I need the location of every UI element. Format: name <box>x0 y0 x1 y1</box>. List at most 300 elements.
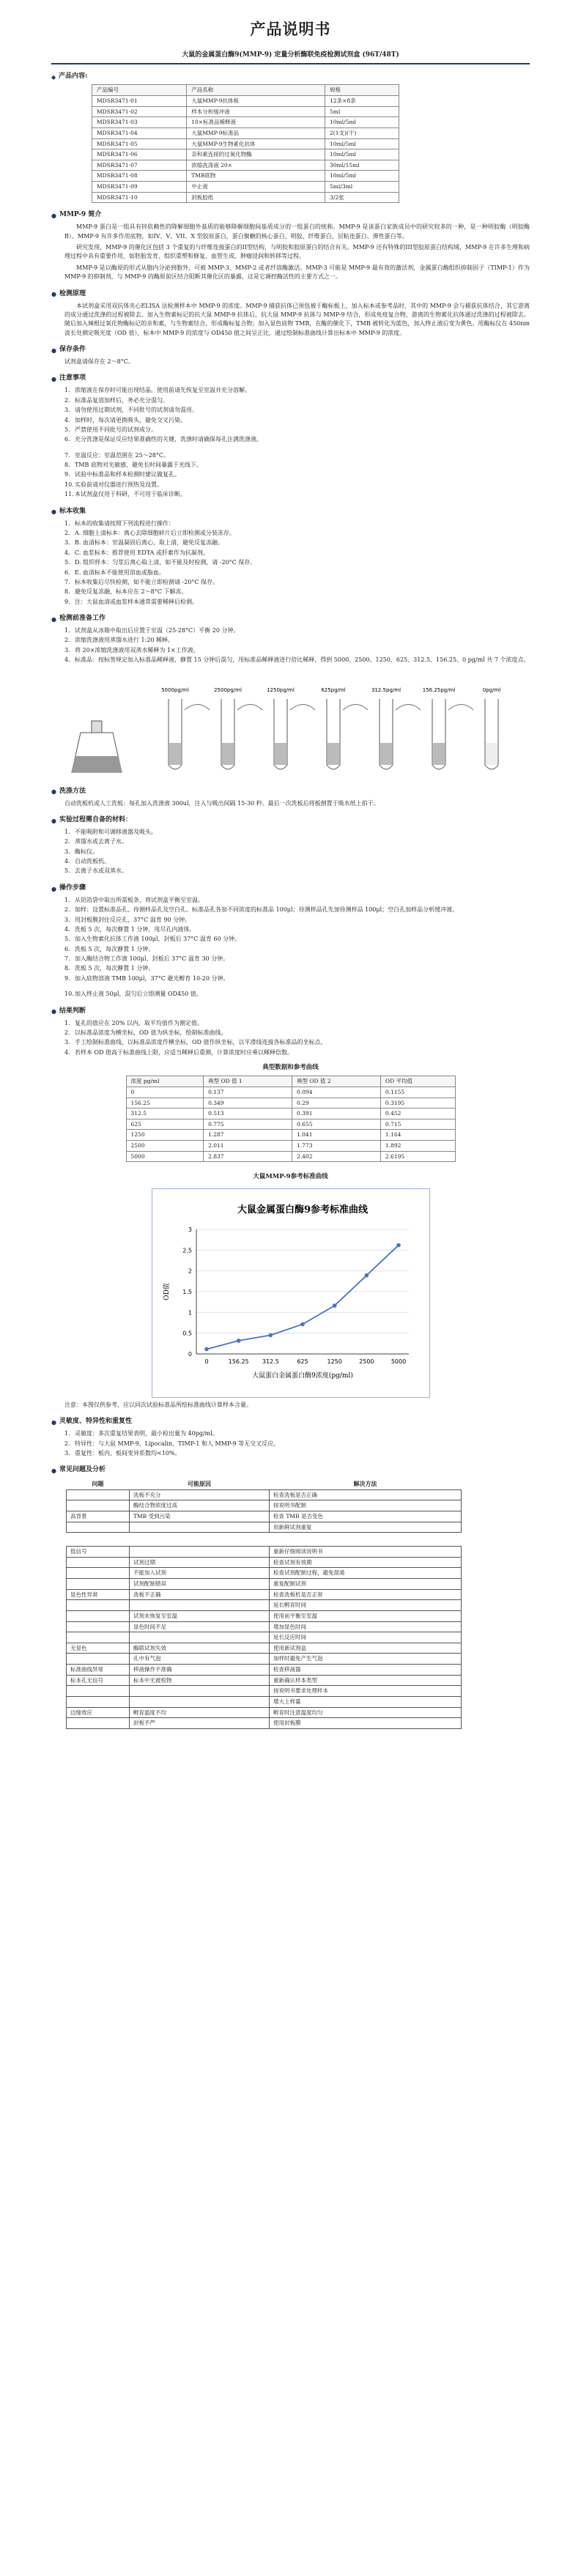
table-cell: 重新确认样本类型 <box>270 1675 462 1686</box>
table-header-cell: 可能原因 <box>188 1480 211 1488</box>
table-cell: 使用新试剂盒 <box>270 1643 462 1654</box>
list-text: 若样本 OD 值高于标准曲线上限，应适当稀释后重测，计算浓度时应乘以稀释倍数。 <box>75 1048 294 1056</box>
bullet-icon: ● <box>51 615 56 623</box>
bullet-icon: ● <box>51 884 56 892</box>
list-number: 1. <box>64 519 70 527</box>
list-item <box>64 1038 530 1047</box>
transfer-arrow-icon <box>396 704 421 710</box>
list-number: 2. <box>64 529 70 536</box>
table-cell: 高背景 <box>67 1511 130 1522</box>
table-cell: 封板胶纸 <box>187 192 325 203</box>
stock-bottle-icon <box>72 721 122 772</box>
list-item <box>64 1048 530 1057</box>
table-row <box>67 1600 462 1611</box>
table-cell: 浓缩洗涤液 20× <box>187 160 325 171</box>
bullet-icon: ● <box>51 1418 56 1426</box>
table-cell: 检查试剂有效期 <box>270 1557 462 1568</box>
transfer-arrow-icon <box>237 704 262 710</box>
list-number: 5. <box>64 426 70 433</box>
table-cell: 5000 <box>126 1151 204 1162</box>
data-point <box>204 1347 209 1351</box>
table-cell: 312.5 <box>126 1109 204 1119</box>
table-row <box>67 1643 462 1654</box>
y-axis-label: OD值 <box>163 1282 171 1300</box>
table-cell: MDSR3471-08 <box>92 171 187 182</box>
principle-text <box>51 302 530 338</box>
table-cell: 2.011 <box>204 1141 292 1152</box>
table-cell: 0.391 <box>292 1109 381 1119</box>
table-cell: 标准曲线异常 <box>67 1665 130 1676</box>
list-text: 标本收集后尽快检测，如不能立即检测请 -20°C 保存。 <box>75 578 219 585</box>
x-tick-label: 312.5 <box>262 1358 279 1365</box>
table-cell <box>130 1632 270 1643</box>
table-row <box>67 1621 462 1632</box>
list-text: B. 血清标本：室温凝固后离心，取上清，避免反复冻融。 <box>75 539 223 547</box>
list-item <box>64 656 530 665</box>
product-subtitle: 大鼠的金属蛋白酶9(MMP-9) 定量分析酶联免疫检测试剂盒 (96T/48T) <box>182 51 399 59</box>
results-heading: ● 结果判断 <box>51 1007 86 1015</box>
table-row <box>92 171 399 182</box>
table-cell: 重复配制试剂 <box>270 1579 462 1590</box>
list-number: 2. <box>64 1440 70 1447</box>
table-cell: 30ml/15ml <box>325 160 399 171</box>
table-cell: 0.715 <box>380 1119 455 1130</box>
table-header-row <box>67 1478 462 1489</box>
data-point <box>332 1303 336 1308</box>
list-item <box>64 636 530 645</box>
table-row <box>92 138 399 149</box>
list-text: 加样：设置标准品孔、待测样品孔及空白孔。标准品孔各加不同浓度的标准品 100μl；待测样品孔先加待测样品 100μl；空白孔加样品分析缓冲液。 <box>75 906 459 914</box>
list-text: 严禁使用不同批号的试剂成分。 <box>75 426 157 433</box>
list-text: 加样时，每次请更换吸头，避免交叉污染。 <box>75 416 186 423</box>
chart-title: 大鼠金属蛋白酶9参考标准曲线 <box>237 1204 368 1215</box>
list-number: 1. <box>64 1430 70 1437</box>
list-text: 洗板 5 次，每次静置 1 分钟。 <box>75 965 155 972</box>
table-row <box>126 1109 455 1119</box>
table-cell: 重新仔细阅读说明书 <box>270 1547 462 1558</box>
trouble-table-1 <box>66 1478 462 1533</box>
table-cell: 0.137 <box>204 1087 292 1098</box>
table-row <box>67 1718 462 1729</box>
table-cell: 延长孵育时间 <box>270 1600 462 1611</box>
list-item <box>64 426 530 434</box>
bullet-icon: ● <box>51 290 56 298</box>
table-cell: 2.402 <box>292 1151 381 1162</box>
list-text: 重复性：板内、板间变异系数均<10%。 <box>75 1450 181 1457</box>
list-text: 充分洗涤是保证反应结果准确性的关键，洗涤时请确保每孔注满洗涤液。 <box>75 436 262 443</box>
list-text: 从铝箔袋中取出所需板条，将试剂盒平衡至室温。 <box>75 896 204 903</box>
wash-heading: ● 洗涤方法 <box>51 787 86 796</box>
transfer-arrow-icon <box>185 704 210 710</box>
table-cell: MDSR3471-09 <box>92 182 187 193</box>
x-tick-label: 0 <box>204 1358 209 1365</box>
list-item <box>64 626 530 635</box>
list-text: 用封板膜封住反应孔，37°C 温育 90 分钟。 <box>75 916 191 923</box>
table-cell <box>67 1686 130 1697</box>
list-item <box>64 935 530 944</box>
table-row <box>92 160 399 171</box>
list-item <box>64 435 530 444</box>
storage-heading: ● 保存条件 <box>51 346 86 354</box>
list-text: 蒸馏水或去离子水。 <box>75 838 127 845</box>
table-cell <box>67 1654 130 1665</box>
table-cell: 0 <box>126 1087 204 1098</box>
list-number: 7. <box>64 955 70 963</box>
table-row <box>92 182 399 193</box>
table-cell: 0.513 <box>204 1109 292 1119</box>
list-number: 9. <box>64 974 70 982</box>
list-text: 洗板 5 次，每次静置 1 分钟，甩尽孔内液体。 <box>75 925 196 933</box>
table-cell: 2(1支)(干) <box>325 127 399 138</box>
trouble-heading: ● 常见问题及分析 <box>51 1466 106 1475</box>
table-cell: 10ml/5ml <box>325 149 399 160</box>
equipment-heading: ● 实验过程需自备的材料： <box>51 815 132 824</box>
title-rule <box>51 63 530 64</box>
list-number: 5. <box>64 867 70 875</box>
list-text: 试验中标准品和样本检测时建议做复孔。 <box>75 471 180 478</box>
list-text: D. 组织样本：匀浆后离心取上清，如不能及时检测，请 -20°C 保存。 <box>75 559 256 566</box>
table-row <box>67 1557 462 1568</box>
list-item <box>64 974 530 983</box>
table-cell <box>67 1718 130 1729</box>
table-cell: 酶联试剂失效 <box>130 1643 270 1654</box>
table-cell: 中止液 <box>187 182 325 193</box>
notes-list <box>51 386 530 499</box>
list-number: 10. <box>64 481 74 488</box>
bullet-icon: ● <box>51 346 56 354</box>
table-cell <box>67 1579 130 1590</box>
table-row <box>67 1632 462 1643</box>
table-cell <box>67 1610 130 1621</box>
table-row <box>92 96 399 107</box>
list-number: 8. <box>64 588 70 596</box>
table-header-cell: 问题 <box>92 1480 104 1488</box>
list-number: 3. <box>64 539 70 547</box>
table-row <box>67 1665 462 1676</box>
list-text: 加入底物溶液 TMB 100μl，37°C 避光孵育 10-20 分钟。 <box>75 974 229 982</box>
list-text: 将 20×浓缩洗涤液用双蒸水稀释为 1×工作液。 <box>75 646 199 654</box>
list-item <box>64 519 530 528</box>
list-number: 4. <box>64 416 70 423</box>
table-cell: 2.837 <box>204 1151 292 1162</box>
bullet-icon: ● <box>51 1007 56 1015</box>
table-cell: 0.775 <box>204 1119 292 1130</box>
trouble-table-2 <box>66 1546 462 1729</box>
table-cell: 延长反应时间 <box>270 1632 462 1643</box>
list-number: 1. <box>64 627 70 634</box>
table-cell: 按说明书要求处理样本 <box>270 1686 462 1697</box>
table-row <box>92 149 399 160</box>
table-row <box>67 1707 462 1718</box>
table-cell: 孔中有气泡 <box>130 1654 270 1665</box>
tube-label: 625pg/ml <box>321 686 346 693</box>
table-header-cell: 典型 OD 值 2 <box>292 1076 381 1087</box>
list-text: 手工绘制标准曲线，以标准品浓度作横坐标，OD 值作纵坐标，以平滑线连接各标准品的坐标点。 <box>75 1039 327 1046</box>
table-row <box>92 192 399 203</box>
list-text: A. 细胞上清标本：离心去除细胞碎片后立即检测或分装冻存。 <box>75 529 235 536</box>
table-cell: 0.29 <box>292 1098 381 1109</box>
list-text: 不能吸附和可调移液器及吸头。 <box>75 828 157 835</box>
od-table-title: 典型数据和参考曲线 <box>262 1064 319 1072</box>
list-number: 2. <box>64 637 70 644</box>
mmp9-intro <box>51 223 530 281</box>
document-title: 产品说明书 <box>250 21 331 38</box>
list-item <box>64 461 530 470</box>
list-item <box>64 490 530 499</box>
bullet-icon: ● <box>51 816 56 824</box>
list-text: TMB 底物对光敏感，避免长时间暴露于光线下。 <box>75 462 202 469</box>
table-cell: TMB底物 <box>187 171 325 182</box>
y-tick-label: 3 <box>188 1226 192 1233</box>
table-cell: 12条×8条 <box>325 96 399 107</box>
table-row <box>126 1130 455 1141</box>
list-text: 标准品：按标签规定加入标准品稀释液，静置 15 分钟后混匀，用标准品稀释液进行倍比稀释，得到 5000、2500、1250、625、312.5、156.25、0 pg/ml 共 7 个浓度点。 <box>75 656 530 664</box>
tube-label: 0pg/ml <box>482 686 501 693</box>
table-cell: 1.773 <box>292 1141 381 1152</box>
list-item <box>64 955 530 963</box>
table-cell <box>67 1621 130 1632</box>
spec-heading: ● 灵敏度、特异性和重复性 <box>51 1418 132 1426</box>
list-number: 2. <box>64 906 70 914</box>
list-gap <box>64 984 530 990</box>
list-item <box>64 828 530 837</box>
steps-list <box>51 896 530 999</box>
table-cell <box>130 1686 270 1697</box>
y-tick-label: 2.5 <box>182 1246 192 1254</box>
table-cell: 0.094 <box>292 1087 381 1098</box>
list-number: 3. <box>64 1450 70 1457</box>
table-cell: MDSR3471-02 <box>92 106 187 117</box>
table-row <box>126 1087 455 1098</box>
list-number: 5. <box>64 559 70 566</box>
tube-liquid <box>275 743 286 765</box>
mmp9-heading: ● MMP-9 简介 <box>51 211 102 220</box>
table-cell: 625 <box>126 1119 204 1130</box>
y-tick-label: 0.5 <box>182 1330 192 1337</box>
table-cell: 显色时间不足 <box>130 1621 270 1632</box>
list-text: 自动洗板机。 <box>75 858 110 865</box>
results-list <box>51 1019 530 1058</box>
list-item <box>64 406 530 415</box>
x-tick-label: 2500 <box>358 1358 374 1365</box>
table-cell <box>130 1600 270 1611</box>
list-text: 标准品复溶加样后，务必充分混匀。 <box>75 396 169 404</box>
paragraph: MMP-9 是以酶原的形式从胞内分泌到胞外，可被 MMP-3、MMP-2 或者纤溶酶激活。MMP-3 可能是 MMP-9 最有效的激活剂，金属蛋白酶组织抑制因子（TIMP-1）作为 MMP-9 的抑制剂，与 MMP-9 的酶原前区结合阻断其催化区的暴露，这是它调控酶活性的主要方式之一。 <box>64 264 530 281</box>
contents-heading: ◆ 产品内容: <box>51 73 88 81</box>
table-cell: MDSR3471-04 <box>92 127 187 138</box>
list-item <box>64 848 530 856</box>
table-row <box>67 1686 462 1697</box>
list-item <box>64 867 530 876</box>
list-item <box>64 1019 530 1028</box>
table-cell <box>130 1522 270 1533</box>
table-cell <box>67 1522 130 1533</box>
list-number: 6. <box>64 569 70 576</box>
list-gap <box>64 445 530 451</box>
table-row <box>92 106 399 117</box>
list-item <box>64 451 530 460</box>
list-item <box>64 598 530 607</box>
y-tick-label: 0 <box>188 1350 192 1358</box>
table-cell: 试剂配制错误 <box>130 1579 270 1590</box>
table-cell: 156.25 <box>126 1098 204 1109</box>
list-text: 特异性：与大鼠 MMP-9、Lipocalin、TIMP-1 和人 MMP-9 等无交叉反应。 <box>75 1440 280 1447</box>
list-number: 5. <box>64 936 70 943</box>
table-row <box>67 1489 462 1500</box>
table-cell: 1250 <box>126 1130 204 1141</box>
transfer-arrow-icon <box>290 704 315 710</box>
list-item <box>64 529 530 538</box>
table-cell: MDSR3471-10 <box>92 192 187 203</box>
list-item <box>64 588 530 596</box>
table-row <box>67 1696 462 1707</box>
table-cell: 封板不严 <box>130 1718 270 1729</box>
table-row <box>67 1579 462 1590</box>
table-row <box>67 1675 462 1686</box>
list-text: 灵敏度：多次重复结果表明，最小检出量为 40pg/ml。 <box>75 1430 218 1437</box>
wash-text: 自动洗板机或人工洗板：每孔加入洗涤液 300ul，注入与吸出间隔 15-30 秒。最后一次洗板后将板倒置于吸水纸上拍干。 <box>64 799 380 807</box>
table-cell: 检查试剂配制过程，避免混淆 <box>270 1568 462 1579</box>
list-number: 1. <box>64 387 70 394</box>
table-cell: 10×标准品稀释液 <box>187 117 325 128</box>
table-cell: MDSR3471-03 <box>92 117 187 128</box>
table-cell: 10ml/5ml <box>325 117 399 128</box>
table-cell: 10ml/5ml <box>325 138 399 149</box>
table-cell <box>67 1632 130 1643</box>
table-row <box>67 1610 462 1621</box>
bullet-icon: ● <box>51 375 56 383</box>
list-item <box>64 1440 530 1448</box>
tube-liquid <box>433 743 445 765</box>
table-cell: MDSR3471-06 <box>92 149 187 160</box>
list-item <box>64 945 530 954</box>
list-item <box>64 1029 530 1037</box>
list-number: 1. <box>64 1019 70 1026</box>
chart-note: 注意：本图仅供参考，应以同次试验标准品所绘标准曲线计算样本含量。 <box>64 1401 252 1408</box>
table-header-cell: 产品名称 <box>187 85 325 96</box>
tube-liquid <box>486 743 497 765</box>
list-item <box>64 396 530 405</box>
list-item <box>64 990 530 999</box>
spec-list <box>51 1429 530 1458</box>
standard-curve-chart <box>152 1189 429 1394</box>
table-cell: 用新鲜试剂重复 <box>270 1522 462 1533</box>
table-cell: 大鼠MMP-9生物素化抗体 <box>187 138 325 149</box>
paragraph: 本试剂盒采用双抗体夹心ELISA 法检测样本中 MMP-9 的浓度。MMP-9 捕获抗体已预包被于酶标板上，加入标本或参考品时，其中的 MMP-9 会与捕获抗体结合，其它游离的成分通过洗涤的过程被除去。加入生物素标记的抗大鼠 MMP-9 抗体后，抗大鼠 MMP-9 抗体与 MMP-9 结合，形成免疫复合物，游离的生物素化抗体通过洗涤的过程被除去。随后加入辣根过氧化物酶标记的亲和素，与生物素结合，形成酶标复合物；加入显色底物 TMB，在酶的催化下，TMB 被转化为蓝色，加入终止液后变为黄色。用酶标仪在 450nm 波长处测定吸光度（OD 值），标本中 MMP-9 的浓度与 OD450 值之间呈正比，通过绘制标准曲线计算出标本中 MMP-9 的浓度。 <box>64 302 530 336</box>
table-header-cell: 规格 <box>325 85 399 96</box>
bullet-icon: ◆ <box>51 73 56 81</box>
table-cell: 标本孔无信号 <box>67 1675 130 1686</box>
list-item <box>64 549 530 558</box>
list-number: 4. <box>64 1048 70 1056</box>
table-cell <box>67 1696 130 1707</box>
table-cell: 孵育时注意温度均匀 <box>270 1707 462 1718</box>
list-number: 4. <box>64 549 70 556</box>
table-cell <box>67 1489 130 1500</box>
list-number: 8. <box>64 965 70 972</box>
list-text: 请勿使用过期试剂，不同批号的试剂请勿混用。 <box>75 407 198 414</box>
storage-text: 试剂盒请保存在 2～8°C。 <box>64 358 134 366</box>
table-cell <box>67 1600 130 1611</box>
table-header-cell: 典型 OD 值 1 <box>204 1076 292 1087</box>
table-cell: 加样时避免产生气泡 <box>270 1654 462 1665</box>
paragraph: MMP-9 蛋白是一组具有锌依赖性的降解细胞外基质的能够降解细胞间基质成分的一组蛋白的统称。MMP-9 是该蛋白家族成员中的研究较多的一种，是一种明胶酶（明胶酶B）。MMP-9 有许多作用底物，如IV、V、VII、X 型胶原蛋白，蛋白聚糖的核心蛋白、明胶、纤维蛋白、层粘连蛋白、弹性蛋白等。 <box>64 223 530 240</box>
list-text: 酶标仪。 <box>75 848 98 855</box>
list-number: 4. <box>64 858 70 865</box>
list-text: 加入酶结合物工作液 100μl，封板后 37°C 温育 30 分钟。 <box>75 955 229 963</box>
list-text: 加入终止液 50μl，混匀后立即测量 OD450 值。 <box>75 991 202 998</box>
table-cell: 5ml/3ml <box>325 182 399 193</box>
table-cell: 洗板不充分 <box>130 1489 270 1500</box>
tube-liquid <box>169 743 181 765</box>
list-item <box>64 416 530 425</box>
table-cell: 0.452 <box>380 1109 455 1119</box>
table-cell: 0.1155 <box>380 1087 455 1098</box>
table-cell: 0.3195 <box>380 1098 455 1109</box>
y-tick-label: 1 <box>188 1309 192 1316</box>
list-text: 加入生物素化抗体工作液 100μl，封板后 37°C 温育 60 分钟。 <box>75 936 241 943</box>
tube-label: 1250pg/ml <box>267 686 295 693</box>
tube-liquid <box>327 743 339 765</box>
list-number: 7. <box>64 451 70 459</box>
list-number: 11. <box>64 491 74 498</box>
chart-outer-title: 大鼠MMP-9参考标准曲线 <box>253 1173 328 1181</box>
table-cell: 检查洗板是否正确 <box>270 1489 462 1500</box>
bullet-icon: ● <box>51 212 56 220</box>
list-text: 以标准品浓度为横坐标，OD 值为纵坐标，绘制标准曲线。 <box>75 1029 227 1036</box>
table-cell <box>67 1568 130 1579</box>
table-cell: 样本分析缓冲液 <box>187 106 325 117</box>
table-cell <box>130 1547 270 1558</box>
table-cell: MDSR3471-05 <box>92 138 187 149</box>
table-row <box>92 127 399 138</box>
table-row <box>126 1151 455 1162</box>
table-cell: 不能加入试剂 <box>130 1568 270 1579</box>
y-tick-label: 1.5 <box>182 1288 192 1295</box>
table-cell: 2.6195 <box>380 1151 455 1162</box>
list-item <box>64 1449 530 1458</box>
list-number: 1. <box>64 828 70 835</box>
data-point <box>268 1333 273 1337</box>
table-cell: 使用封板膜 <box>270 1718 462 1729</box>
list-number: 7. <box>64 578 70 585</box>
data-point <box>300 1322 305 1326</box>
steps-heading: ● 操作步骤 <box>51 884 86 892</box>
x-axis-label: 大鼠蛋白金属蛋白酶9浓度(pg/ml) <box>251 1372 353 1380</box>
transfer-arrow-icon <box>448 704 473 710</box>
list-text: 浓缩液在保存时可能出现结晶，使用前请先恢复至室温并充分溶解。 <box>75 387 251 394</box>
tube-label: 2500pg/ml <box>214 686 242 693</box>
table-cell: 0.349 <box>204 1098 292 1109</box>
table-cell: 增大上样量 <box>270 1696 462 1707</box>
list-item <box>64 916 530 925</box>
tube-liquid <box>222 743 234 765</box>
table-cell: 1.287 <box>204 1130 292 1141</box>
tube-label: 156.25pg/ml <box>422 686 456 693</box>
table-cell: TMB 受到污染 <box>130 1511 270 1522</box>
series-line <box>207 1245 399 1349</box>
list-number: 3. <box>64 646 70 654</box>
list-number: 3. <box>64 916 70 923</box>
list-text: C. 血浆标本：推荐使用 EDTA 或肝素作为抗凝剂。 <box>75 549 209 556</box>
table-cell: 试剂过期 <box>130 1557 270 1568</box>
data-point <box>364 1273 369 1277</box>
list-text: E. 血清标本不能使用溶血或脂血。 <box>75 569 165 576</box>
table-row <box>67 1500 462 1511</box>
table-row <box>92 117 399 128</box>
bullet-icon: ● <box>51 1467 56 1475</box>
list-text: 标本的收集请按照下列流程进行操作： <box>75 519 174 527</box>
